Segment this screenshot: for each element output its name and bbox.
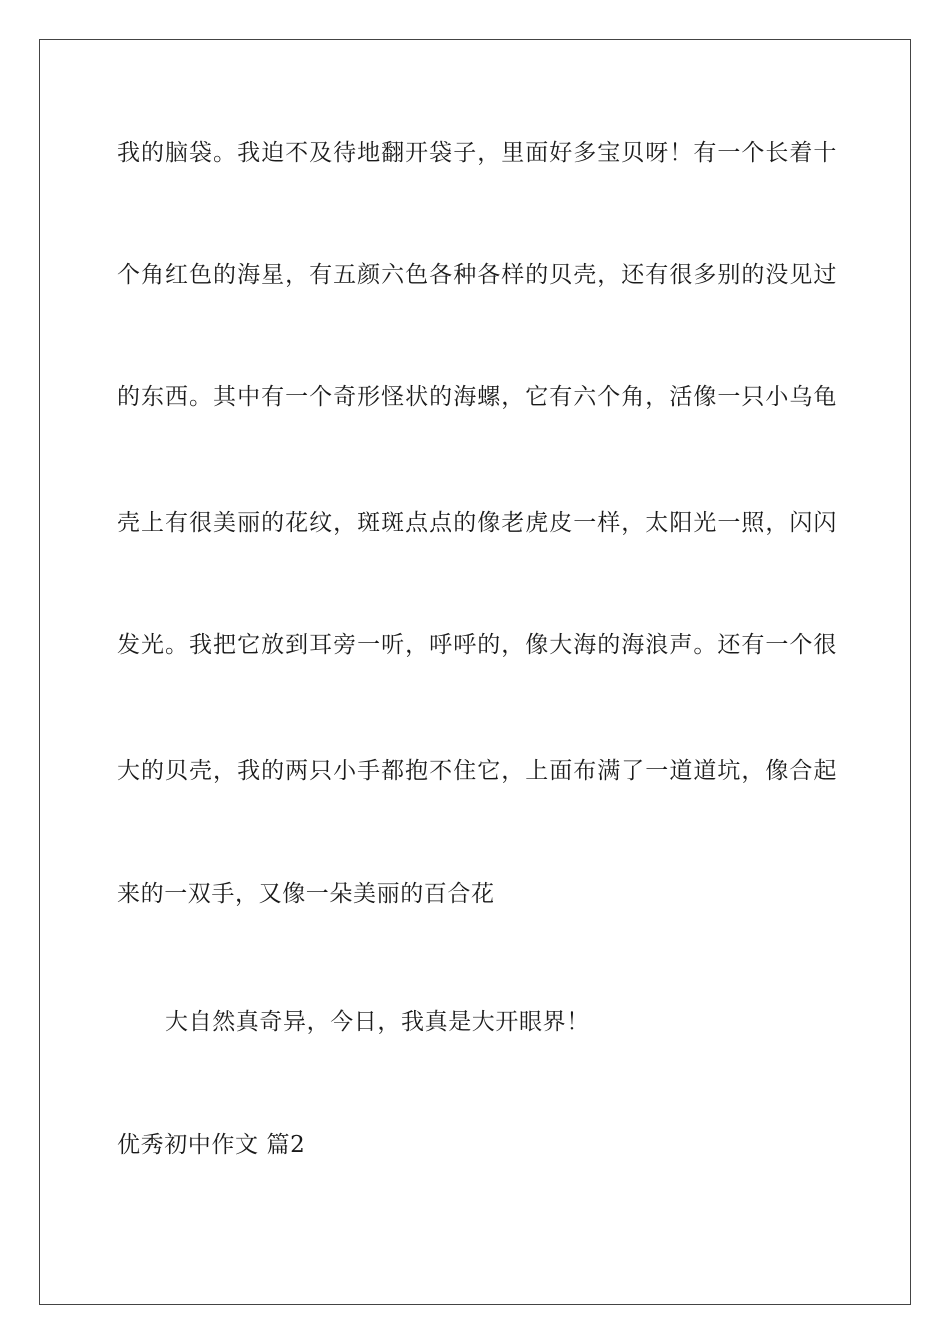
paragraph-line-4: 壳上有很美丽的花纹，斑斑点点的像老虎皮一样，太阳光一照，闪闪	[117, 510, 837, 536]
paragraph-line-7: 来的一双手，又像一朵美丽的百合花	[117, 881, 495, 907]
closing-line: 大自然真奇异，今日，我真是大开眼界！	[165, 1009, 590, 1035]
section-heading: 优秀初中作文 篇2	[117, 1132, 306, 1158]
paragraph-line-5: 发光。我把它放到耳旁一听，呼呼的，像大海的海浪声。还有一个很	[117, 632, 837, 658]
paragraph-line-3: 的东西。其中有一个奇形怪状的海螺，它有六个角，活像一只小乌龟	[117, 384, 837, 410]
paragraph-line-2: 个角红色的海星，有五颜六色各种各样的贝壳，还有很多别的没见过	[117, 262, 837, 288]
page-frame	[39, 39, 911, 1305]
paragraph-line-1: 我的脑袋。我迫不及待地翻开袋子，里面好多宝贝呀！有一个长着十	[117, 140, 837, 166]
paragraph-line-6: 大的贝壳，我的两只小手都抱不住它，上面布满了一道道坑，像合起	[117, 758, 837, 784]
